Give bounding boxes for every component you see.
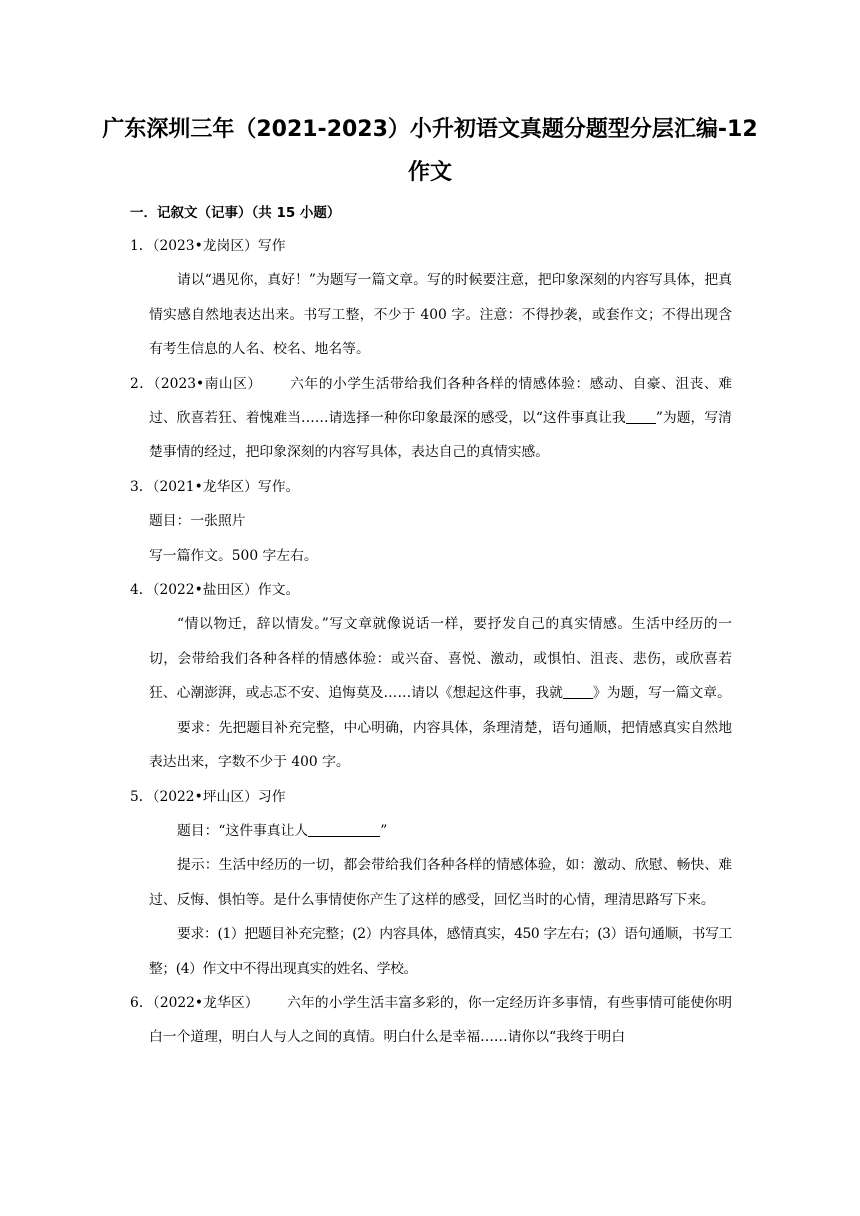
question-5-hint: 提示：生活中经历的一切，都会带给我们各种各样的情感体验，如：激动、欣慰、畅快、难过、反悔、惧怕等。是什么事情使你产生了这样的感受，回忆当时的心情，理清思路写下来。 [149,857,732,908]
question-4-prompt-part2: 》为题，写一篇文章。 [592,685,731,702]
question-6-heading: 6．（2022•龙华区） [130,994,259,1011]
question-5-heading: 5．（2022•坪山区）习作 [130,788,286,805]
question-4-prompt-part1: “情以物迁，辞以情发。”写文章就像说话一样，要抒发自己的真实情感。生活中经历的一切，会带给我们各种各样的情感体验：或兴奋、喜悦、激动，或惧怕、沮丧、悲伤，或欣喜若狂、心潮澎湃，或忐忑不安、追悔莫及……请以《想起这件事，我就 [149,616,732,702]
question-3-heading: 3．（2021•龙华区）写作。 [130,478,300,495]
question-4-heading: 4．（2022•盐田区）作文。 [130,582,300,599]
section-heading: 一．记叙文（记事）（共 15 小题） [130,205,341,221]
question-2-prompt-part1: 六年的小学生活带给我们各种各样的情感体验：感动、自豪、沮丧、难过、欣喜若狂、着愧难当……请选择一种你印象最深的感受，以“这件事真让我 [149,375,732,427]
question-5-title [130,814,732,848]
document-title: 广东深圳三年（2021-2023）小升初语文真题分题型分层汇编-12 [102,117,758,142]
question-3-requirement: 写一篇作文。500 字左右。 [149,547,318,564]
fill-in-blank [563,682,593,699]
question-3-title: 题目：一张照片 [149,513,246,530]
question-1-prompt: 请以“遇见你，真好！”为题写一篇文章。写的时候要注意，把印象深刻的内容写具体，把真情实感自然地表达出来。书写工整，不少于 400 字。注意：不得抄袭，或套作文；不得出现含有考生信息的人名、校名、地名等。 [149,272,732,358]
question-5-title-part2: ” [380,822,388,839]
question-2-heading: 2．（2023•南山区） [130,375,262,392]
fill-in-blank [308,820,380,837]
fill-in-blank [626,407,656,424]
question-4-prompt [130,607,732,710]
question-5-requirements: 要求：(1）把题目补充完整；(2）内容具体，感情真实，450 字左右；(3）语句通顺，书写工整；(4）作文中不得出现真实的姓名、学校。 [149,926,732,977]
question-5-title-part1: 题目：“这件事真让人 [177,822,309,839]
question-6 [130,986,732,1055]
question-2-prompt-part2: ”为题，写清楚事情的经过，把印象深刻的内容写具体，表达自己的真情实感。 [149,410,732,461]
question-1-heading: 1．（2023•龙岗区）写作 [130,238,286,254]
question-6-prompt: 六年的小学生活丰富多彩的，你一定经历许多事情，有些事情可能使你明白一个道理，明白人与人之间的真情。明白什么是幸福……请你以“我终于明白 [149,994,732,1046]
question-list [130,229,732,1055]
question-4-requirements: 要求：先把题目补充完整，中心明确，内容具体，条理清楚，语句通顺，把情感真实自然地表达出来，字数不少于 400 字。 [149,719,732,771]
question-2 [130,367,732,470]
document-title-line2: 作文 [407,160,452,185]
